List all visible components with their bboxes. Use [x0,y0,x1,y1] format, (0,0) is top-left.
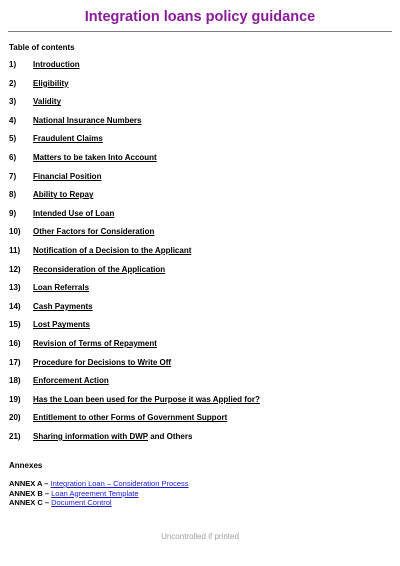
toc-item-number: 9) [9,208,17,218]
toc-item-link[interactable]: Reconsideration of the Application [33,264,166,274]
page-title: Integration loans policy guidance [84,9,316,25]
toc-item-link[interactable]: National Insurance Numbers [33,115,142,125]
toc-item-link[interactable]: Ability to Repay [33,190,94,200]
toc-item-number: 4) [9,115,17,125]
annexes-heading: Annexes [9,461,43,470]
toc-item-link[interactable]: Financial Position [33,171,102,181]
toc-item[interactable] [9,283,389,302]
toc-item[interactable] [9,134,389,153]
toc-item[interactable] [9,60,389,79]
toc-item[interactable] [9,209,389,228]
toc-item-link[interactable]: Has the Loan been used for the Purpose it was Applied for? [33,394,260,404]
toc-item[interactable] [9,320,389,339]
toc-item-number: 13) [9,283,21,293]
toc-item-link[interactable]: Other Factors for Consideration [33,227,155,237]
toc-item-number: 18) [9,376,21,386]
toc-item-link[interactable]: Entitlement to other Forms of Government Support [33,413,228,423]
toc-item-number: 15) [9,320,21,330]
toc-item-link[interactable]: Lost Payments [33,320,90,330]
annex-item [9,479,189,489]
toc-item[interactable] [9,172,389,191]
toc-item[interactable] [9,358,389,377]
annex-id: ANNEX C – [9,498,50,507]
toc-item-link[interactable]: Cash Payments [33,301,93,311]
toc-item[interactable] [9,376,389,395]
toc-item-link[interactable]: Loan Referrals [33,283,90,293]
toc-item[interactable] [9,227,389,246]
footer-note: Uncontrolled if printed [161,532,239,541]
toc-item-number: 20) [9,413,21,423]
toc-item-link[interactable]: Fraudulent Claims [33,134,103,144]
toc-item-number: 12) [9,264,21,274]
toc-heading: Table of contents [9,43,75,52]
toc-item-number: 2) [9,78,17,88]
toc-item[interactable] [9,265,389,284]
toc-item-number: 16) [9,338,21,348]
table-of-contents [9,60,389,450]
toc-item[interactable] [9,246,389,265]
toc-item[interactable] [9,302,389,321]
annex-id: ANNEX A – [9,479,49,488]
toc-item-number: 17) [9,357,21,367]
annex-link[interactable]: Integration Loan – Consideration Process [50,479,189,488]
toc-item-link[interactable]: Sharing information with DWP [33,431,148,441]
toc-item-link[interactable]: Eligibility [33,78,69,88]
title-divider [8,31,392,32]
toc-item-number: 10) [9,227,21,237]
toc-item-link[interactable]: Enforcement Action [33,376,109,386]
toc-item-link[interactable]: Introduction [33,60,80,69]
toc-item-link[interactable]: Notification of a Decision to the Applicant [33,245,192,255]
toc-item[interactable] [9,116,389,135]
toc-item[interactable] [9,79,389,98]
annex-item [9,489,189,499]
annex-link[interactable]: Document Control [51,498,112,507]
toc-item-number: 5) [9,134,17,144]
toc-item[interactable] [9,190,389,209]
toc-item[interactable] [9,413,389,432]
toc-item-link[interactable]: Revision of Terms of Repayment [33,338,157,348]
toc-item-number: 1) [9,60,17,69]
annex-id: ANNEX B – [9,488,50,498]
toc-item[interactable] [9,153,389,172]
toc-item-link[interactable]: Matters to be taken Into Account [33,152,157,162]
annex-link[interactable]: Loan Agreement Template [51,488,139,498]
toc-item-number: 21) [9,431,21,441]
toc-item-suffix: and Others [147,431,193,441]
toc-item-number: 14) [9,301,21,311]
toc-item-number: 8) [9,190,17,200]
toc-item-number: 7) [9,171,17,181]
annex-item [9,498,189,508]
toc-item-link[interactable]: Intended Use of Loan [33,208,115,218]
toc-item[interactable] [9,339,389,358]
toc-item[interactable] [9,432,389,451]
toc-item-number: 19) [9,394,21,404]
toc-item[interactable] [9,97,389,116]
toc-item-link[interactable]: Procedure for Decisions to Write Off [33,357,172,367]
toc-item-number: 3) [9,97,17,107]
toc-item-number: 6) [9,152,17,162]
annex-list [9,479,189,508]
toc-item-number: 11) [9,245,21,255]
toc-item[interactable] [9,395,389,414]
toc-item-link[interactable]: Validity [33,97,62,107]
